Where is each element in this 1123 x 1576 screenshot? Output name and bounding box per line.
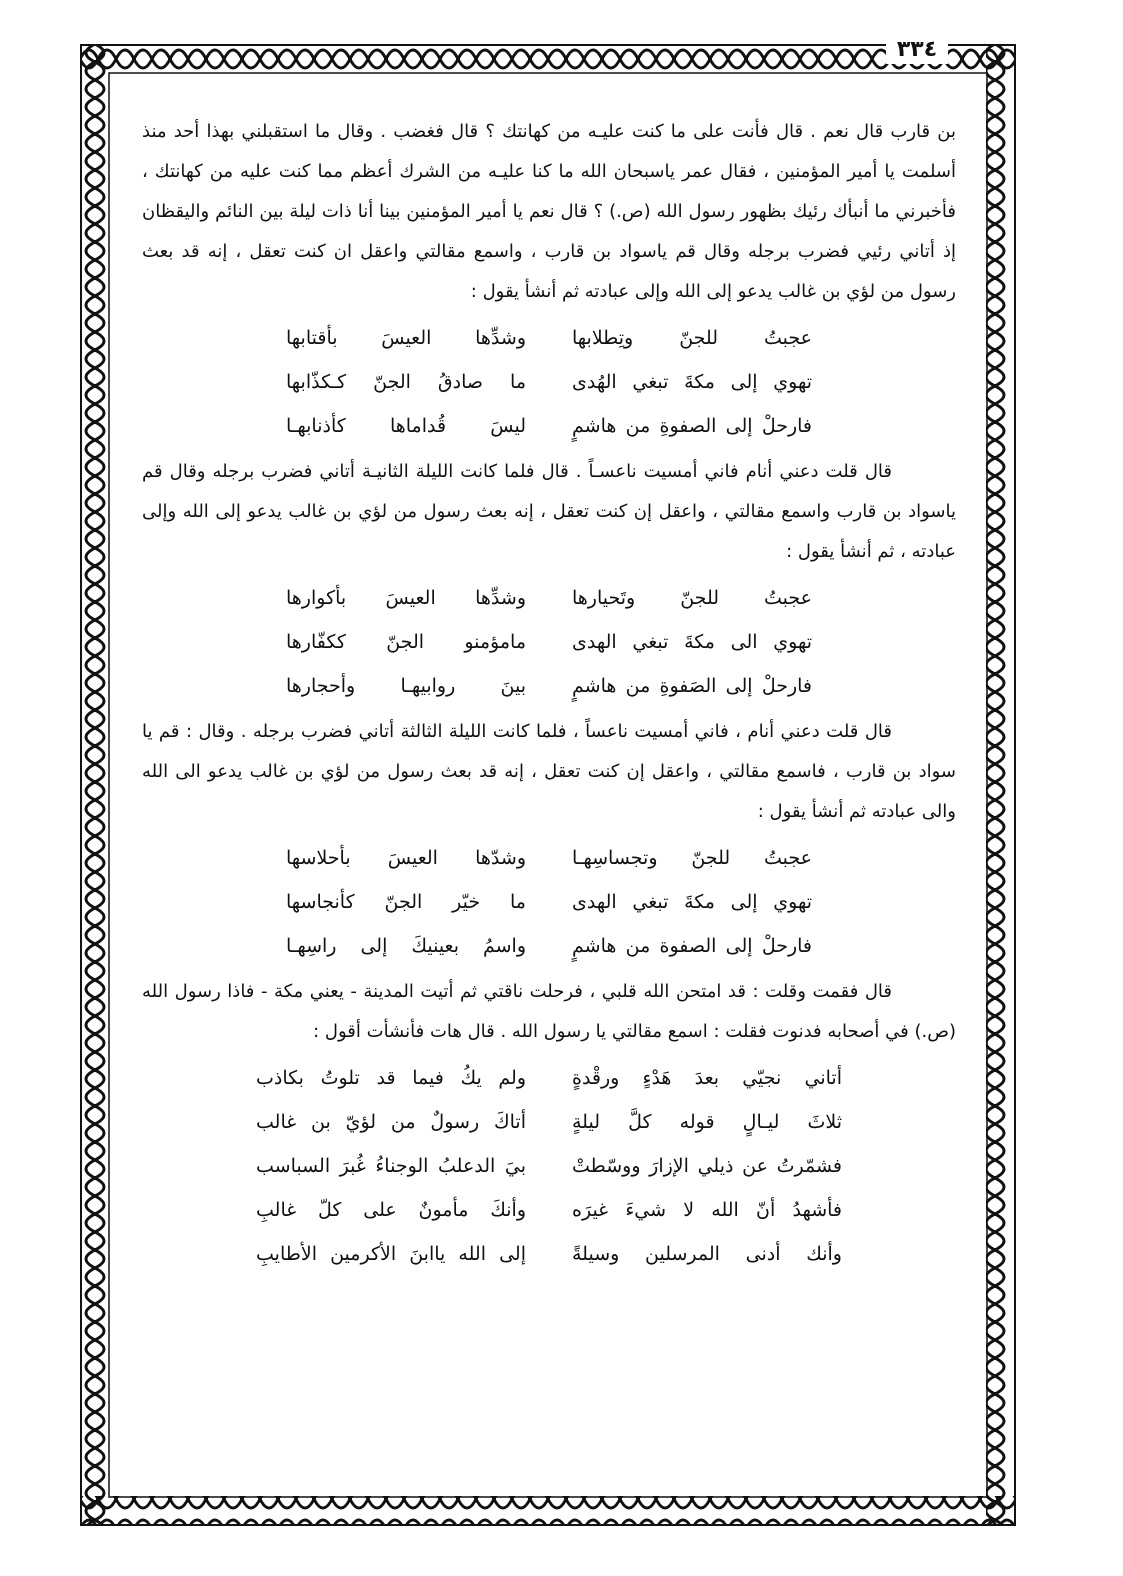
page-number: ٣٣٤ [886, 36, 948, 64]
hemistich-right: تهوي إلى مكةَ تبغي الهُدى [572, 371, 812, 393]
hemistich-left: واسمُ بعينيكَ إلى راسِهـا [286, 935, 526, 957]
hemistich-right: تهوي إلى مكةَ تبغي الهدى [572, 891, 812, 913]
verse [142, 1056, 956, 1100]
hemistich-right: عجبتُ للجنّ وتَحيارها [572, 587, 812, 609]
hemistich-left: وشدّها العيسَ بأحلاسها [286, 847, 526, 869]
verse [142, 1100, 956, 1144]
verse [142, 664, 956, 708]
verse [142, 924, 956, 968]
hemistich-left: بينَ روابيهـا وأحجارها [286, 675, 526, 697]
hemistich-left: وشدِّها العيسَ بأقتابها [286, 327, 526, 349]
paragraph-2: قال قلت دعني أنام فاني أمسيت ناعسـاً . قال فلما كانت الليلة الثانيـة أتاني فضرب برجله وقال قم ياسواد بن قارب واسمع مقالتي ، واعقل إن كنت تعقل ، إنه بعث رسول من لؤي بن غالب يدعو إلى الله وإلى عبادته ، ثم أنشأ يقول : [142, 461, 956, 562]
verse [142, 576, 956, 620]
hemistich-right: فارحلْ إلى الصَفوةِ من هاشمٍ [572, 675, 812, 697]
poem-4 [142, 1056, 956, 1276]
hemistich-right: فأشهدُ أنّ الله لا شيءَ غيرَه [572, 1199, 842, 1221]
hemistich-right: فارحلْ إلى الصفوة من هاشمٍ [572, 935, 812, 957]
paragraph-3: قال قلت دعني أنام ، فاني أمسيت ناعساً ، فلما كانت الليلة الثالثة أتاني فضرب برجله . وقال : قم يا سواد بن قارب ، فاسمع مقالتي ، واعقل إن كنت تعقل ، إنه قد بعث رسول من لؤي بن غالب يدعو الى الله والى عبادته ثم أنشأ يقول : [142, 721, 956, 822]
verse [142, 620, 956, 664]
poem-1 [142, 316, 956, 448]
verse [142, 1232, 956, 1276]
hemistich-left: إلى الله ياابنَ الأكرمين الأطايبِ [256, 1243, 526, 1265]
hemistich-right: أتاني نجيّي بعدَ هَدْءٍ ورقْدةٍ [572, 1067, 842, 1089]
page-body [142, 112, 956, 1402]
border-top [80, 44, 1016, 74]
hemistich-left: ولم يكُ فيما قد تلوتُ بكاذب [256, 1067, 526, 1089]
hemistich-right: عجبتُ للجنّ وتجساسِهـا [572, 847, 812, 869]
border-bottom [80, 1496, 1016, 1526]
hemistich-left: ليسَ قُداماها كأذنابهـا [286, 415, 526, 437]
verse [142, 1188, 956, 1232]
hemistich-left: وأنكَ مأمونٌ على كلّ غالبِ [256, 1199, 526, 1221]
hemistich-left: ما صادقُ الجنّ كـكذّابها [286, 371, 526, 393]
hemistich-right: فارحلْ إلى الصفوةِ من هاشمٍ [572, 415, 812, 437]
hemistich-right: فشمّرتُ عن ذيلي الإزارَ ووسّطتْ [572, 1155, 842, 1177]
poem-3 [142, 836, 956, 968]
hemistich-right: وأنك أدنى المرسلين وسيلةً [572, 1243, 842, 1265]
hemistich-right: عجبتُ للجنّ وتِطلابها [572, 327, 812, 349]
verse [142, 836, 956, 880]
hemistich-left: بيَ الدعلبُ الوجناءُ غُبرَ السباسب [256, 1155, 526, 1177]
paragraph-1: بن قارب قال نعم . قال فأنت على ما كنت عليـه من كهانتك ؟ قال فغضب . وقال ما استقبلني بهذا أحد منذ أسلمت يا أمير المؤمنين ، فقال عمر ياسبحان الله ما كنا عليـه من الشرك أعظم مما كنت عليه من كهانتك ، فأخبرني ما أنبأك رئيك بظهور رسول الله (ص.) ؟ قال نعم يا أمير المؤمنين بينا أنا ذات ليلة بين النائم واليقظان إذ أتاني رئيي فضرب برجله وقال قم ياسواد بن قارب ، واسمع مقالتي واعقل ان كنت تعقل ، إنه قد بعث رسول من لؤي بن غالب يدعو إلى الله وإلى عبادته ثم أنشأ يقول : [142, 121, 956, 302]
verse [142, 1144, 956, 1188]
hemistich-right: ثلاثَ ليـالٍ قوله كلَّ ليلةٍ [572, 1111, 842, 1133]
hemistich-left: وشدِّها العيسَ بأكوارها [286, 587, 526, 609]
verse [142, 360, 956, 404]
verse [142, 880, 956, 924]
poem-2 [142, 576, 956, 708]
border-left [80, 44, 110, 1526]
hemistich-left: أتاكَ رسولٌ من لؤيّ بن غالب [256, 1111, 526, 1133]
verse [142, 316, 956, 360]
hemistich-left: ما خيّر الجنّ كأنجاسها [286, 891, 526, 913]
hemistich-right: تهوي الى مكةَ تبغي الهدى [572, 631, 812, 653]
hemistich-left: مامؤمنو الجنّ ككفّارها [286, 631, 526, 653]
verse [142, 404, 956, 448]
border-right [986, 44, 1016, 1526]
paragraph-4: قال فقمت وقلت : قد امتحن الله قلبي ، فرحلت ناقتي ثم أتيت المدينة - يعني مكة - فاذا رسول الله (ص.) في أصحابه فدنوت فقلت : اسمع مقالتي يا رسول الله . قال هات فأنشأت أقول : [142, 981, 956, 1042]
